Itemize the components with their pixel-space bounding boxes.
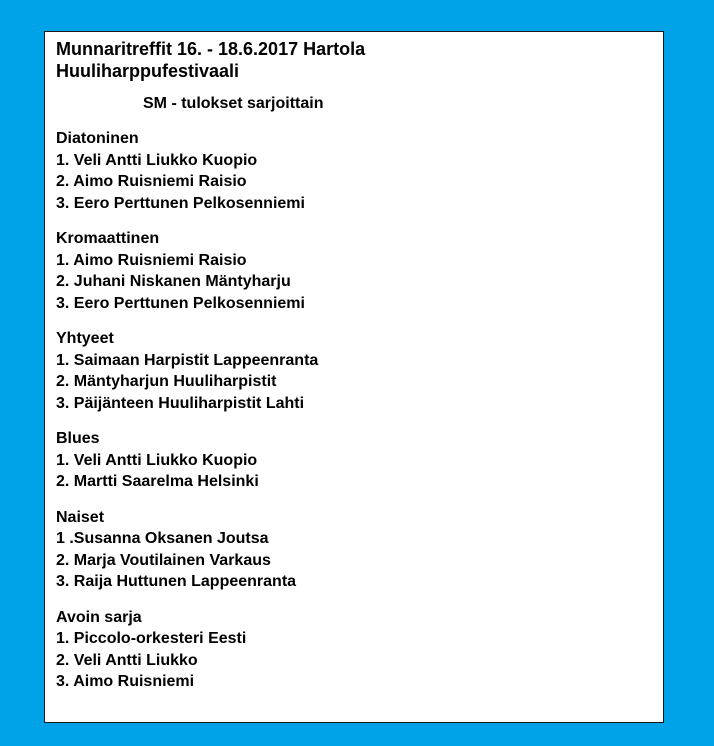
- results-document: [44, 31, 664, 723]
- result-entry: 3. Raija Huttunen Lappeenranta: [56, 573, 297, 590]
- result-entry: 2. Marja Voutilainen Varkaus: [56, 551, 271, 569]
- result-list: [56, 628, 653, 693]
- document-title: [56, 38, 653, 82]
- result-list: [56, 150, 653, 215]
- section-heading: Naiset: [56, 508, 105, 526]
- section-yhtyeet: [56, 328, 653, 414]
- section-diatoninen: [56, 128, 653, 214]
- result-list: [56, 350, 653, 415]
- section-heading: Avoin sarja: [56, 608, 142, 626]
- result-list: [56, 528, 653, 593]
- result-entry: 1 .Susanna Oksanen Joutsa: [56, 530, 269, 547]
- result-entry: 3. Päijänteen Huuliharpistit Lahti: [56, 394, 305, 412]
- section-naiset: [56, 507, 653, 593]
- result-list: [56, 450, 653, 493]
- section-avoin-sarja: [56, 607, 653, 693]
- result-entry: 1. Veli Antti Liukko Kuopio: [56, 451, 258, 469]
- result-entry: 2. Juhani Niskanen Mäntyharju: [56, 273, 291, 290]
- result-entry: 1. Aimo Ruisniemi Raisio: [56, 251, 247, 269]
- result-entry: 3. Eero Perttunen Pelkosenniemi: [56, 194, 305, 212]
- section-heading: Kromaattinen: [56, 230, 160, 247]
- document-subtitle: SM - tulokset sarjoittain: [143, 95, 324, 112]
- result-entry: 1. Veli Antti Liukko Kuopio: [56, 151, 258, 169]
- section-heading: Blues: [56, 430, 100, 447]
- result-entry: 2. Aimo Ruisniemi Raisio: [56, 173, 247, 190]
- result-list: [56, 250, 653, 315]
- title-line-festival: Huuliharppufestivaali: [56, 61, 240, 81]
- result-entry: 1. Piccolo-orkesteri Eesti: [56, 630, 247, 647]
- section-heading: Yhtyeet: [56, 330, 114, 347]
- result-entry: 3. Eero Perttunen Pelkosenniemi: [56, 294, 305, 312]
- section-heading: Diatoninen: [56, 130, 139, 147]
- title-line-event: Munnaritreffit 16. - 18.6.2017 Hartola: [56, 39, 366, 59]
- result-entry: 1. Saimaan Harpistit Lappeenranta: [56, 351, 319, 369]
- result-entry: 3. Aimo Ruisniemi: [56, 673, 195, 690]
- result-entry: 2. Martti Saarelma Helsinki: [56, 473, 259, 490]
- section-kromaattinen: [56, 228, 653, 314]
- result-entry: 2. Veli Antti Liukko: [56, 651, 198, 669]
- result-entry: 2. Mäntyharjun Huuliharpistit: [56, 373, 277, 390]
- section-blues: [56, 428, 653, 493]
